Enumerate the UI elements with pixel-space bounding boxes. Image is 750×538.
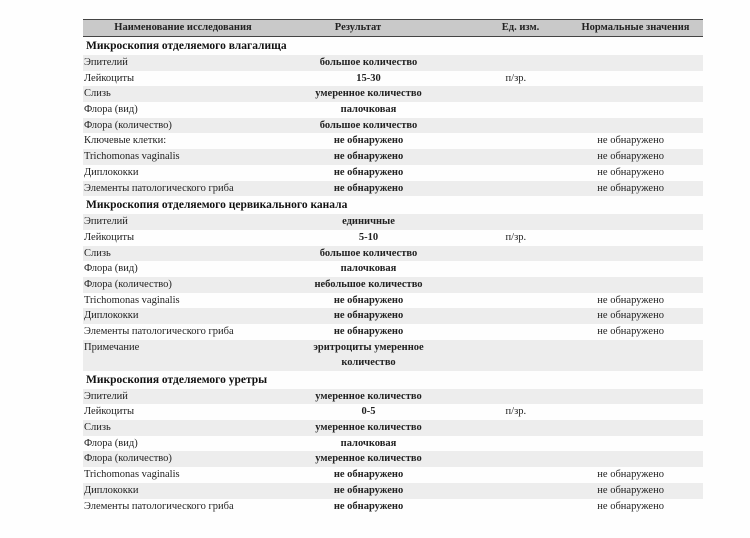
cell-norm: не обнаружено (597, 151, 664, 163)
cell-result: не обнаружено (333, 182, 404, 194)
cell-unit (438, 86, 558, 102)
cell-result: большое количество (319, 57, 418, 68)
table-row (83, 118, 703, 134)
cell-unit (438, 102, 558, 118)
table-row (83, 165, 703, 181)
cell-norm (558, 246, 703, 262)
table-row (83, 133, 703, 149)
cell-norm: не обнаружено (597, 469, 664, 481)
cell-norm: не обнаружено (597, 182, 664, 194)
cell-result: эритроциты умеренное количество (313, 341, 424, 369)
cell-unit (438, 420, 558, 436)
cell-norm (558, 55, 703, 71)
cell-result: большое количество (319, 119, 418, 131)
section-title: Микроскопия отделяемого влагалища (86, 40, 287, 52)
cell-unit (438, 483, 558, 499)
cell-norm (558, 261, 703, 277)
table-row (83, 86, 703, 102)
cell-norm (558, 102, 703, 118)
table-row (83, 246, 703, 262)
cell-unit (438, 277, 558, 293)
table-row (83, 181, 703, 197)
cell-result: не обнаружено (333, 500, 404, 512)
cell-result: не обнаружено (333, 166, 404, 178)
table-row (83, 308, 703, 324)
cell-name: Trichomonas vaginalis (84, 294, 180, 306)
table-row (83, 261, 703, 277)
cell-name: Слизь (84, 247, 111, 259)
cell-result: 5-10 (358, 231, 379, 243)
cell-name: Флора (вид) (84, 437, 138, 449)
cell-unit (438, 181, 558, 197)
cell-name: Примечание (84, 341, 140, 353)
cell-unit (438, 451, 558, 467)
cell-result: 0-5 (361, 406, 376, 418)
cell-norm (558, 451, 703, 467)
cell-result: палочковая (340, 104, 397, 116)
cell-name: Лейкоциты (84, 72, 135, 84)
cell-result: умеренное количество (315, 453, 422, 465)
table-row (83, 389, 703, 405)
cell-unit (438, 118, 558, 134)
cell-name: Лейкоциты (84, 231, 135, 243)
header-result: Результат (334, 22, 382, 33)
cell-name: Флора (вид) (84, 104, 138, 116)
cell-name: Trichomonas vaginalis (84, 469, 180, 481)
cell-name: Диплококки (84, 484, 139, 496)
cell-name: Эпителий (84, 216, 128, 228)
table-row (83, 102, 703, 118)
header-unit: Ед. изм. (501, 22, 540, 33)
cell-name: Элементы патологического гриба (84, 182, 234, 194)
cell-name: Диплококки (84, 310, 139, 322)
cell-name: Флора (количество) (84, 278, 172, 290)
cell-unit (438, 324, 558, 340)
cell-norm (558, 230, 703, 246)
cell-unit (438, 436, 558, 452)
cell-norm: не обнаружено (597, 326, 664, 337)
cell-norm: не обнаружено (597, 166, 664, 178)
cell-unit (438, 340, 558, 371)
cell-result: не обнаружено (333, 151, 404, 163)
cell-result: не обнаружено (333, 310, 404, 322)
header-norm: Нормальные значения (581, 22, 690, 33)
cell-norm: не обнаружено (597, 294, 664, 306)
cell-name: Ключевые клетки: (84, 135, 167, 147)
cell-unit (438, 467, 558, 483)
cell-name: Trichomonas vaginalis (84, 151, 180, 163)
cell-unit (438, 165, 558, 181)
cell-result: не обнаружено (333, 469, 404, 481)
cell-name: Слизь (84, 88, 111, 100)
cell-name: Лейкоциты (84, 406, 135, 418)
cell-name: Эпителий (84, 390, 128, 402)
cell-unit (438, 246, 558, 262)
table-row (83, 483, 703, 499)
section-title: Микроскопия отделяемого уретры (86, 373, 268, 386)
table-row (83, 149, 703, 165)
cell-norm: не обнаружено (597, 500, 664, 512)
cell-norm (558, 404, 703, 420)
cell-unit (438, 389, 558, 405)
table-row (83, 71, 703, 87)
cell-result: умеренное количество (315, 390, 422, 402)
cell-name: Флора (количество) (84, 453, 172, 465)
cell-result: единичные (342, 216, 395, 228)
cell-result: не обнаружено (333, 484, 404, 496)
results-table (83, 19, 703, 514)
cell-result: небольшое количество (314, 278, 423, 290)
cell-name: Флора (вид) (84, 263, 138, 275)
cell-unit (438, 149, 558, 165)
section-title: Микроскопия отделяемого цервикального канала (86, 199, 348, 212)
cell-norm (558, 389, 703, 405)
cell-norm (558, 71, 703, 87)
cell-name: Слизь (84, 422, 111, 434)
cell-name: Диплококки (84, 166, 139, 178)
table-row (83, 230, 703, 246)
cell-unit (438, 133, 558, 149)
cell-unit (438, 308, 558, 324)
cell-norm (558, 436, 703, 452)
table-row (83, 324, 703, 340)
cell-norm: не обнаружено (597, 484, 664, 496)
cell-result: не обнаружено (333, 294, 404, 306)
cell-unit: п/зр. (505, 231, 527, 243)
table-row (83, 467, 703, 483)
cell-unit (438, 261, 558, 277)
cell-result: не обнаружено (333, 326, 404, 337)
table-row (83, 499, 703, 515)
cell-unit: п/зр. (505, 406, 527, 418)
cell-result: большое количество (319, 247, 418, 259)
table-header (83, 19, 703, 37)
table-row (83, 293, 703, 309)
cell-unit: п/зр. (505, 72, 527, 84)
cell-norm (558, 214, 703, 230)
cell-unit (438, 55, 558, 71)
table-row (83, 420, 703, 436)
cell-name: Элементы патологического гриба (84, 326, 234, 337)
cell-result: не обнаружено (333, 135, 404, 147)
cell-result: 15-30 (356, 72, 381, 84)
table-body (83, 37, 703, 514)
cell-unit (438, 499, 558, 515)
table-row (83, 436, 703, 452)
cell-norm (558, 420, 703, 436)
cell-unit (438, 214, 558, 230)
cell-norm: не обнаружено (597, 310, 664, 322)
cell-name: Элементы патологического гриба (84, 500, 234, 512)
cell-norm (558, 118, 703, 134)
cell-name: Эпителий (84, 57, 128, 68)
table-row (83, 404, 703, 420)
cell-result: палочковая (340, 437, 397, 449)
cell-result: палочковая (340, 263, 397, 275)
cell-norm: не обнаружено (597, 135, 664, 147)
header-name: Наименование исследования (114, 22, 252, 33)
table-row (83, 214, 703, 230)
table-row (83, 277, 703, 293)
cell-norm (558, 340, 703, 371)
table-row (83, 55, 703, 71)
cell-norm (558, 277, 703, 293)
cell-result: умеренное количество (315, 422, 422, 434)
table-row (83, 451, 703, 467)
cell-norm (558, 86, 703, 102)
cell-result: умеренное количество (315, 88, 422, 100)
cell-name: Флора (количество) (84, 119, 172, 131)
cell-unit (438, 293, 558, 309)
table-row (83, 340, 703, 371)
